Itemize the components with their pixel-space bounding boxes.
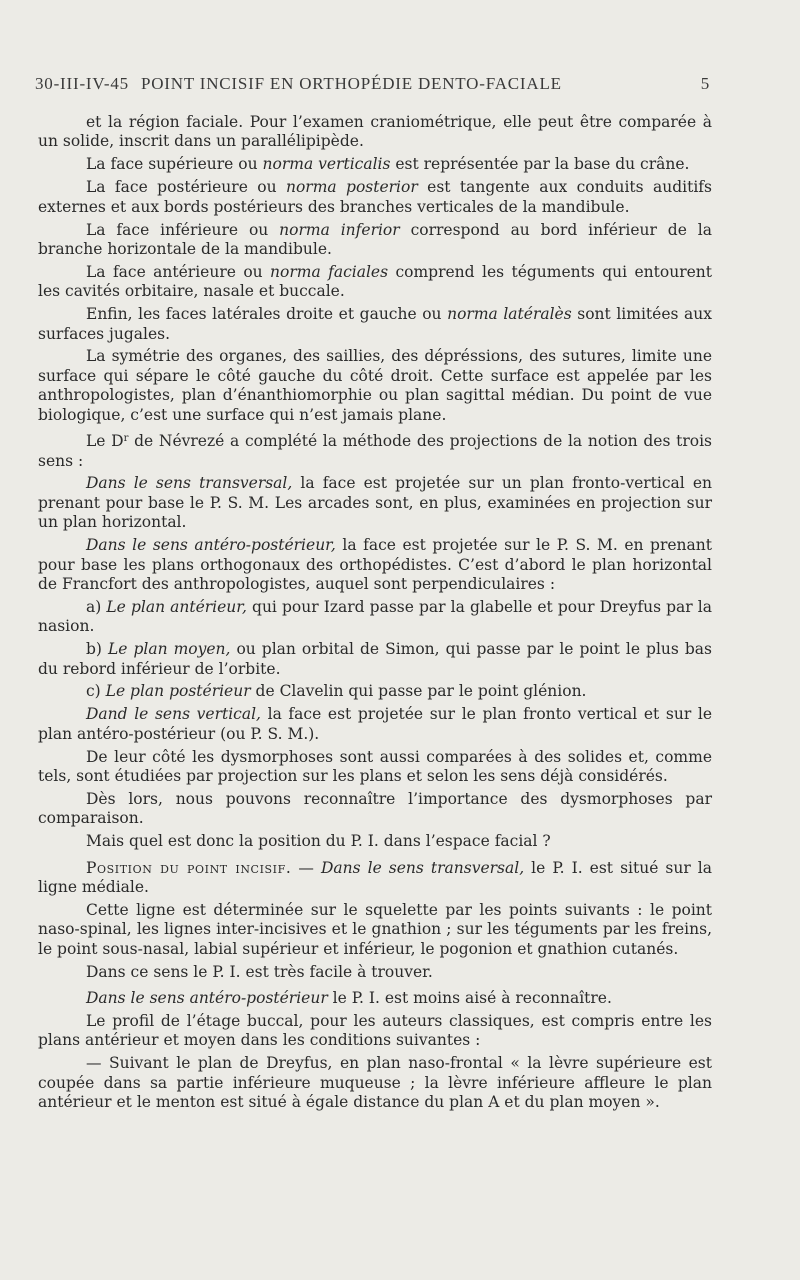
text-run: la face est projetée sur un plan fronto-vertical en prenant pour base le P. S. M. Les arcades sont, en plus, examinées en projection sur un plan horizontal. <box>38 474 712 532</box>
paragraph-p15 <box>38 748 712 787</box>
text-run: Le profil de l’étage buccal, pour les auteurs classiques, est compris entre les plans antérieur et moyen dans les conditions suivantes : <box>38 1012 712 1050</box>
text-run: Enfin, les faces latérales droite et gauche ou <box>86 305 448 324</box>
paragraph-p2 <box>38 155 712 174</box>
text-run: Dand le sens vertical, <box>86 705 261 724</box>
text-run: de Clavelin qui passe par le point glénion. <box>250 682 587 701</box>
paragraph-p11 <box>38 598 712 637</box>
text-run: la face est projetée sur le plan fronto vertical et sur le plan antéro-postérieur (ou P. S. M.). <box>38 705 712 743</box>
text-run: norma latéralès <box>447 305 572 324</box>
text-run: norma inferior <box>279 220 400 239</box>
paragraph-p19 <box>38 901 712 959</box>
paragraph-p1 <box>38 113 712 152</box>
text-run: correspond au bord inférieur de la branche horizontale de la mandibule. <box>38 220 712 258</box>
text-run: norma faciales <box>270 262 389 281</box>
text-run: Le plan postérieur <box>105 682 251 701</box>
paragraph-p10 <box>38 536 712 594</box>
text-run: qui pour Izard passe par la glabelle et pour Dreyfus par la nasion. <box>38 597 712 636</box>
text-run: Dans le sens antéro-postérieur, <box>86 536 336 555</box>
text-run: Le D <box>86 432 124 451</box>
text-run: r <box>123 433 129 445</box>
paragraph-p14 <box>38 705 712 744</box>
issue-date: 30-III-IV-45 <box>35 74 129 93</box>
paragraph-p4 <box>38 221 712 260</box>
text-run: b) <box>86 640 108 659</box>
running-header <box>35 74 710 94</box>
text-run: sont limitées aux surfaces jugales. <box>38 305 712 343</box>
running-title: POINT INCISIF EN ORTHOPÉDIE DENTO-FACIALE <box>140 74 562 93</box>
text-run: de Névrezé a complété la méthode des projections de la notion des trois sens : <box>38 432 712 470</box>
paragraph-p17 <box>38 832 712 851</box>
text-run: La face inférieure ou <box>86 220 280 239</box>
text-run: comprend les téguments qui entourent les cavités orbitaire, nasale et buccale. <box>38 262 712 301</box>
text-run: norma posterior <box>285 178 418 197</box>
paragraph-p21 <box>38 989 712 1008</box>
text-run: Cette ligne est déterminée sur le squelette par les points suivants : le point naso-spinal, les lignes inter-incisives et le gnathion ; sur les téguments par les freins, le point sous-nasal, labial supérieur et inférieur, le pogonion et gnathion cutanés. <box>38 901 712 958</box>
text-run: le P. I. est moins aisé à reconnaître. <box>327 989 612 1008</box>
paragraph-p22 <box>38 1012 712 1051</box>
text-run: est tangente aux conduits auditifs externes et aux bords postérieurs des branches verticales de la mandibule. <box>38 178 712 216</box>
text-run: et la région faciale. Pour l’examen craniométrique, elle peut être comparée à un solide, inscrit dans un parallélipipède. <box>38 113 712 151</box>
paragraph-p5 <box>38 263 712 302</box>
text-run: La face antérieure ou <box>86 262 271 281</box>
paragraph-p9 <box>38 474 712 532</box>
text-run: ou plan orbital de Simon, qui passe par le point le plus bas du rebord inférieur de l’orbite. <box>38 640 712 678</box>
text-run: Dès lors, nous pouvons reconnaître l’importance des dysmorphoses par comparaison. <box>38 790 712 828</box>
paragraph-p16 <box>38 790 712 829</box>
text-run: La face postérieure ou <box>86 178 286 197</box>
paragraph-p18 <box>38 859 712 898</box>
paragraph-p23 <box>38 1054 712 1112</box>
text-run: Dans le sens transversal, <box>320 858 525 877</box>
text-run: Le plan antérieur, <box>106 597 247 616</box>
text-run: la face est projetée sur le P. S. M. en prenant pour base les plans orthogonaux des orthopédistes. C’est d’abord le plan horizontal de Francfort des anthropologistes, auquel sont perpendiculaires : <box>38 536 712 593</box>
paragraph-p6 <box>38 305 712 344</box>
text-run: — <box>291 858 321 877</box>
body-text <box>38 113 712 1116</box>
text-run: Le plan moyen, <box>107 640 231 659</box>
text-run: le P. I. est situé sur la ligne médiale. <box>38 858 712 897</box>
text-run: La symétrie des organes, des saillies, des dépréssions, des sutures, limite une surface qui sépare le côté gauche du côté droit. Cette surface est appelée par les anthropologistes, plan d’énanthiomorphie ou plan sagittal médian. Du point de vue biologique, c’est une surface qui n’est jamais plane. <box>38 347 712 424</box>
text-run: — Suivant le plan de Dreyfus, en plan naso-frontal « la lèvre supérieure est coupée dans sa partie inférieure muqueuse ; la lèvre inférieure affleure le plan antérieur et le menton est situé à égale distance du plan A et du plan moyen ». <box>38 1054 712 1112</box>
paragraph-p20 <box>38 963 712 982</box>
paragraph-p8 <box>38 432 712 471</box>
text-run: norma verticalis <box>262 155 391 174</box>
text-run: c) <box>86 682 106 701</box>
text-run: Mais quel est donc la position du P. I. dans l’espace facial ? <box>86 832 551 851</box>
text-run: est représentée par la base du crâne. <box>390 155 690 174</box>
text-run: De leur côté les dysmorphoses sont aussi comparées à des solides et, comme tels, sont étudiées par projection sur les plans et selon les sens déjà considérés. <box>38 747 712 786</box>
paragraph-p7 <box>38 347 712 425</box>
page-number: 5 <box>700 74 710 93</box>
paragraph-p3 <box>38 178 712 217</box>
paragraph-p12 <box>38 640 712 679</box>
text-run: Dans le sens antéro-postérieur <box>86 989 328 1008</box>
paragraph-p13 <box>38 682 712 701</box>
text-run: La face supérieure ou <box>86 155 263 174</box>
text-run: a) <box>86 597 107 616</box>
text-run: Dans le sens transversal, <box>86 474 293 493</box>
text-run: Position du point incisif. <box>86 858 292 877</box>
text-run: Dans ce sens le P. I. est très facile à trouver. <box>86 962 433 981</box>
